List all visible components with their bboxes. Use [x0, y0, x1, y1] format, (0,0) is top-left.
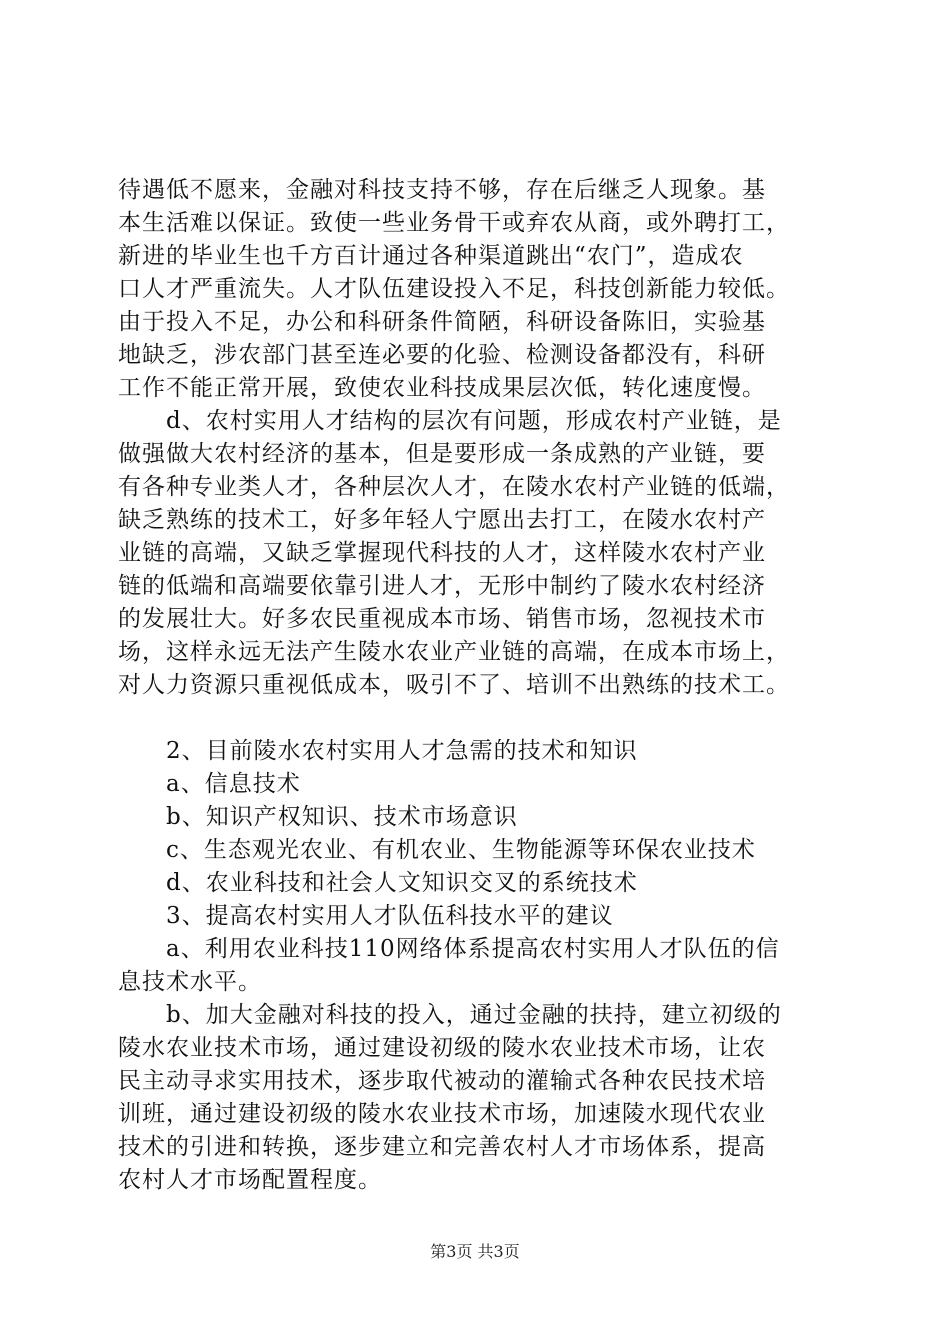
text-line: 业链的高端，又缺乏掌握现代科技的人才，这样陵水农村产业	[118, 540, 766, 566]
text-line: 农村人才市场配置程度。	[118, 1167, 382, 1193]
heading-suggestions: 3、提高农村实用人才队伍科技水平的建议	[166, 903, 614, 929]
text-line: 民主动寻求实用技术，逐步取代被动的灌输式各种农民技术培	[118, 1068, 766, 1094]
text-line: 的发展壮大。好多农民重视成本市场、销售市场，忽视技术市	[118, 606, 766, 632]
list-item: d、农业科技和社会人文知识交叉的系统技术	[166, 870, 638, 896]
text-line: 地缺乏，涉农部门甚至连必要的化验、检测设备都没有，科研	[118, 342, 766, 368]
paragraph-talent-loss	[118, 174, 832, 405]
paragraph-suggestion-b	[118, 999, 832, 1197]
text-line: a、利用农业科技110网络体系提高农村实用人才队伍的信	[166, 936, 780, 962]
list-section	[118, 735, 832, 933]
text-line: 待遇低不愿来，金融对科技支持不够，存在后继乏人现象。基	[118, 177, 766, 203]
text-line: 息技术水平。	[118, 969, 262, 995]
page-number: 第3页 共3页	[430, 1242, 520, 1261]
text-line: 缺乏熟练的技术工，好多年轻人宁愿出去打工，在陵水农村产	[118, 507, 766, 533]
text-line: 链的低端和高端要依靠引进人才，无形中制约了陵水农村经济	[118, 573, 766, 599]
text-line: d、农村实用人才结构的层次有问题，形成农村产业链，是	[166, 408, 782, 434]
text-line: 训班，通过建设初级的陵水农业技术市场，加速陵水现代农业	[118, 1101, 766, 1127]
document-body	[118, 174, 832, 1197]
page-footer	[0, 1242, 950, 1262]
list-item: b、知识产权知识、技术市场意识	[166, 804, 518, 830]
text-line: 有各种专业类人才，各种层次人才，在陵水农村产业链的低端，	[118, 474, 790, 500]
paragraph-structure-d	[118, 405, 832, 702]
text-line: 陵水农业技术市场，通过建设初级的陵水农业技术市场，让农	[118, 1035, 766, 1061]
text-line: 新进的毕业生也千方百计通过各种渠道跳出“农门”，造成农	[118, 243, 744, 269]
text-line: 对人力资源只重视低成本，吸引不了、培训不出熟练的技术工。	[118, 672, 790, 698]
list-item: a、信息技术	[166, 771, 301, 797]
text-line: 本生活难以保证。致使一些业务骨干或弃农从商，或外聘打工，	[118, 210, 790, 236]
list-item: c、生态观光农业、有机农业、生物能源等环保农业技术	[166, 837, 756, 863]
text-line: b、加大金融对科技的投入，通过金融的扶持，建立初级的	[166, 1002, 782, 1028]
text-line: 工作不能正常开展，致使农业科技成果层次低，转化速度慢。	[118, 375, 766, 401]
text-line: 做强做大农村经济的基本，但是要形成一条成熟的产业链，要	[118, 441, 766, 467]
paragraph-spacer	[118, 702, 832, 735]
text-line: 由于投入不足，办公和科研条件简陋，科研设备陈旧，实验基	[118, 309, 766, 335]
text-line: 口人才严重流失。人才队伍建设投入不足，科技创新能力较低。	[118, 276, 790, 302]
text-line: 技术的引进和转换，逐步建立和完善农村人才市场体系，提高	[118, 1134, 766, 1160]
heading-urgent-needs: 2、目前陵水农村实用人才急需的技术和知识	[166, 738, 638, 764]
paragraph-suggestion-a	[118, 933, 832, 999]
text-line: 场，这样永远无法产生陵水农业产业链的高端，在成本市场上，	[118, 639, 790, 665]
